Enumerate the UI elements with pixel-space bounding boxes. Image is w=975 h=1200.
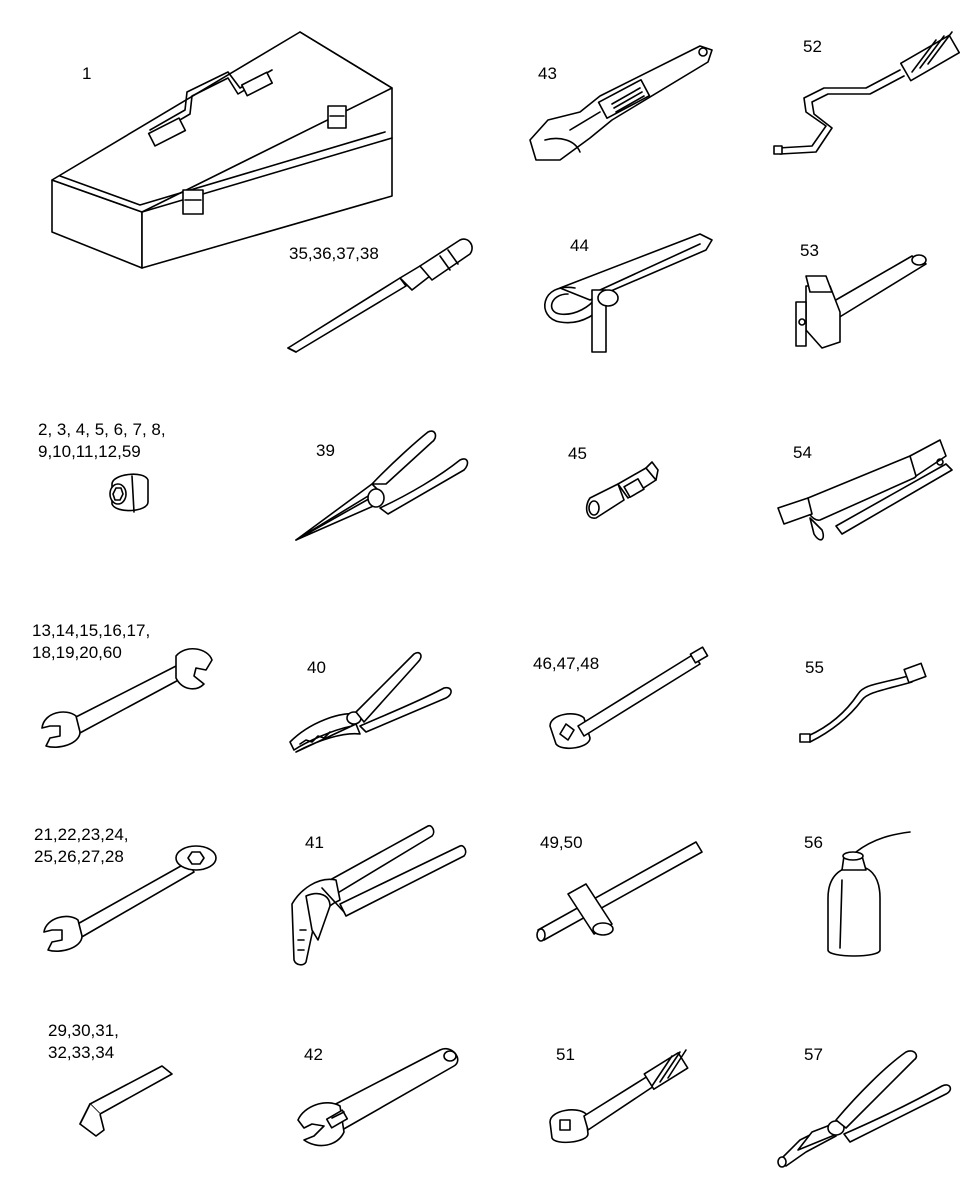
- snap-ring-pliers-drawing: [778, 1051, 950, 1167]
- adjustable-wrench-drawing: [298, 1049, 458, 1146]
- ratchet-handle-drawing: [550, 1050, 688, 1142]
- t-handle-drawing: [537, 842, 702, 941]
- label-tool-box: 1: [82, 64, 92, 83]
- grease-gun-drawing: [778, 440, 952, 540]
- spoke-wrench-drawing: [800, 663, 926, 742]
- label-bracket-hammer: 53: [800, 241, 819, 260]
- box-open-wrench-drawing: [44, 846, 216, 951]
- label-screwdriver: 35,36,37,38: [289, 244, 379, 263]
- needle-nose-pliers-drawing: [296, 431, 467, 540]
- label-oil-can: 56: [804, 833, 823, 852]
- label-needle-nose-pliers: 39: [316, 441, 335, 460]
- universal-joint-drawing: [587, 462, 658, 518]
- screwdriver-drawing: [288, 239, 472, 352]
- label-extension-bar: 46,47,48: [533, 654, 600, 673]
- combination-wrench-drawing: [42, 649, 212, 747]
- pipe-wrench-drawing: [530, 46, 712, 160]
- oil-can-drawing: [828, 832, 910, 956]
- label-speed-brace: 52: [803, 37, 822, 56]
- label-t-handle: 49,50: [540, 833, 583, 852]
- label-strap-wrench: 44: [570, 236, 589, 255]
- label-adjustable-wrench: 42: [304, 1045, 323, 1064]
- bracket-hammer-drawing: [796, 255, 926, 348]
- label-hex-key: 29,30,31, 32,33,34: [48, 1021, 119, 1062]
- speed-brace-drawing: [774, 32, 959, 154]
- hex-key-drawing: [80, 1066, 172, 1136]
- label-ratchet-handle: 51: [556, 1045, 575, 1064]
- extension-bar-drawing: [550, 647, 708, 748]
- label-water-pump-pliers: 41: [305, 833, 324, 852]
- label-grease-gun: 54: [793, 443, 812, 462]
- slip-joint-pliers-drawing: [290, 653, 451, 752]
- water-pump-pliers-drawing: [292, 826, 466, 965]
- label-socket: 2, 3, 4, 5, 6, 7, 8, 9,10,11,12,59: [38, 420, 166, 461]
- label-pipe-wrench: 43: [538, 64, 557, 83]
- label-spoke-wrench: 55: [805, 658, 824, 677]
- label-slip-joint-pliers: 40: [307, 658, 326, 677]
- label-combination-wrench: 13,14,15,16,17, 18,19,20,60: [32, 621, 151, 662]
- socket-drawing: [110, 474, 148, 512]
- tool-box-drawing: [52, 32, 392, 268]
- label-universal-joint: 45: [568, 444, 587, 463]
- label-box-open-wrench: 21,22,23,24, 25,26,27,28: [34, 825, 129, 866]
- label-snap-ring-pliers: 57: [804, 1045, 823, 1064]
- strap-wrench-drawing: [545, 234, 712, 352]
